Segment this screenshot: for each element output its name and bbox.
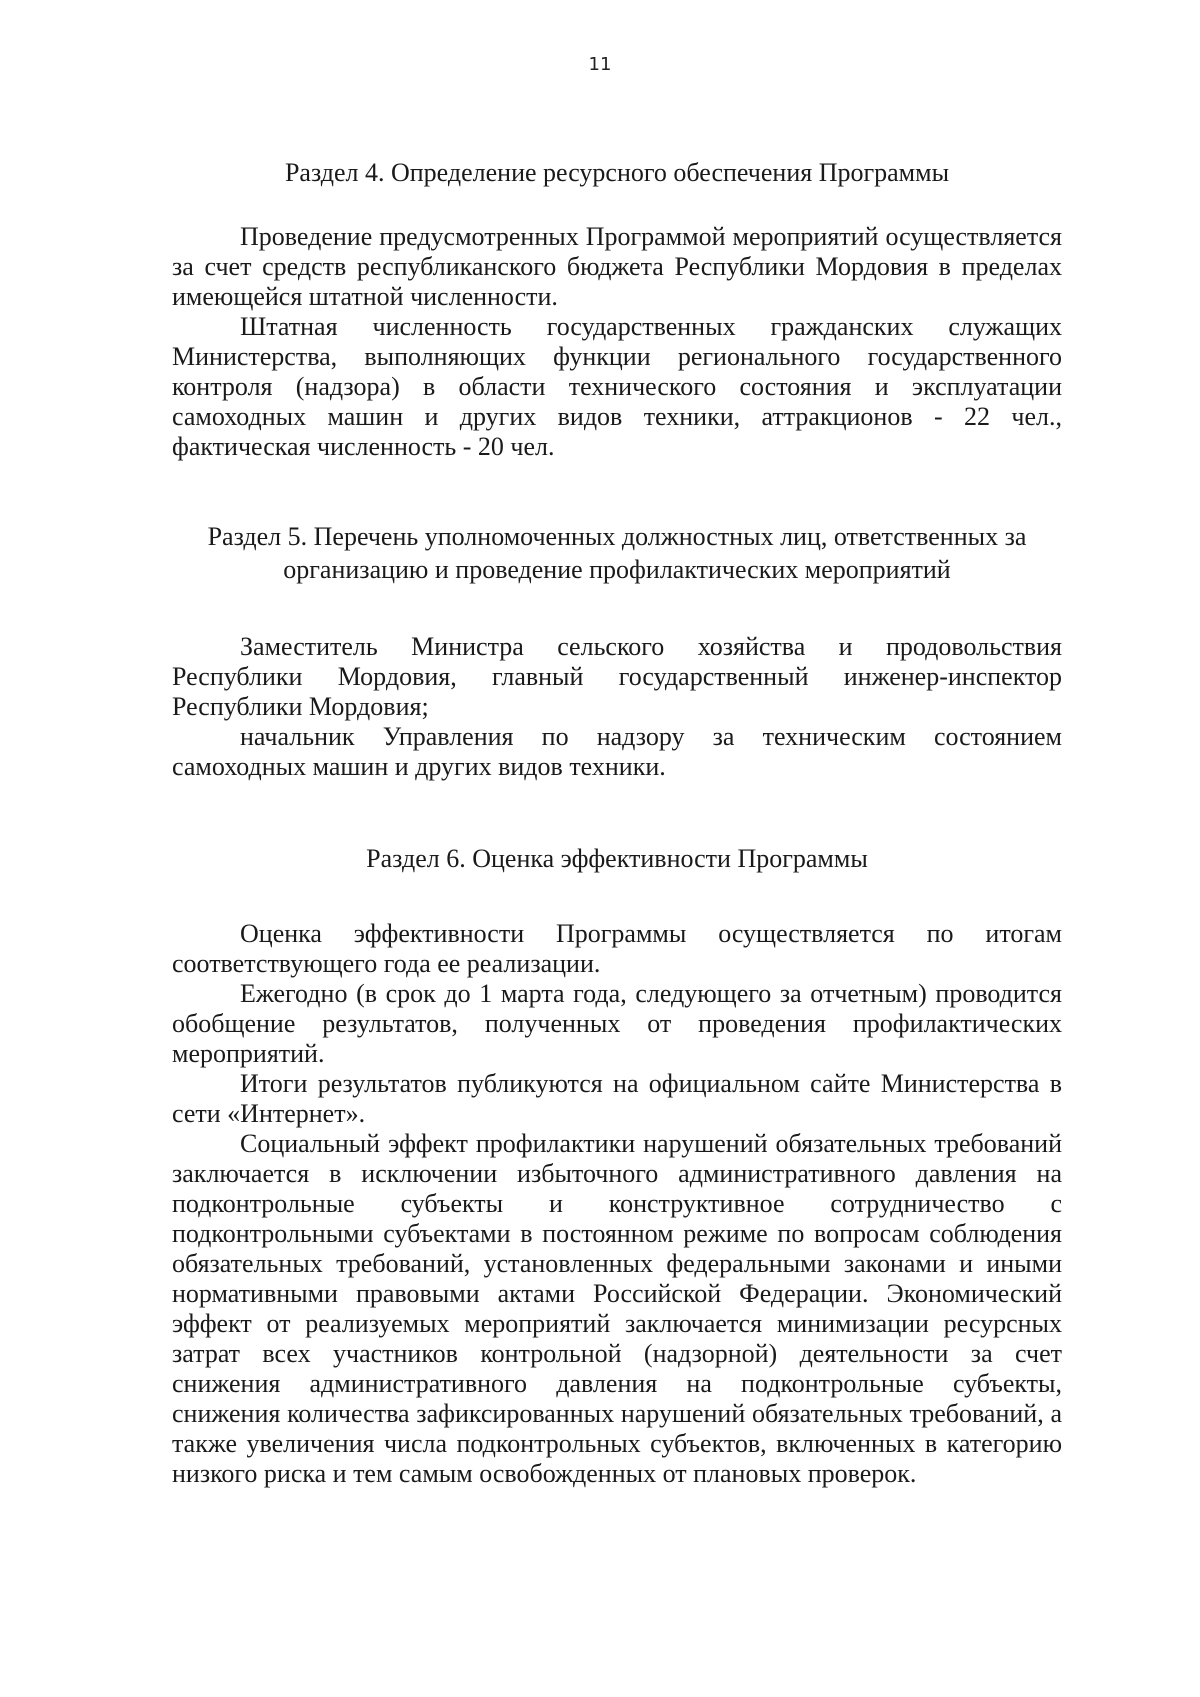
paragraph: начальник Управления по надзору за техническим состоянием самоходных машин и других видов техники. xyxy=(172,722,1062,781)
section-heading: Раздел 5. Перечень уполномоченных должностных лиц, ответственных за организацию и проведение профилактических мероприятий xyxy=(207,522,1027,584)
page-number: 11 xyxy=(588,54,612,75)
section-body xyxy=(172,222,1062,462)
section-5 xyxy=(172,520,1062,782)
paragraph: Ежегодно (в срок до 1 марта года, следующего за отчетным) проводится обобщение результатов, полученных от проведения профилактических мероприятий. xyxy=(172,979,1062,1068)
paragraph: Итоги результатов публикуются на официальном сайте Министерства в сети «Интернет». xyxy=(172,1069,1062,1128)
paragraph: Заместитель Министра сельского хозяйства и продовольствия Республики Мордовия, главный государственный инженер-инспектор Республики Мордовия; xyxy=(172,632,1062,721)
paragraph: Штатная численность государственных гражданских служащих Министерства, выполняющих функции регионального государственного контроля (надзора) в области технического состояния и эксплуатации самоходных машин и других видов техники, аттракционов - 22 чел., фактическая численность - 20 чел. xyxy=(172,312,1062,461)
section-heading: Раздел 4. Определение ресурсного обеспечения Программы xyxy=(284,158,950,187)
paragraph: Социальный эффект профилактики нарушений обязательных требований заключается в исключении избыточного административного давления на подконтрольные субъекты и конструктивное сотрудничество с подконтрольными субъектами в постоянном режиме по вопросам соблюдения обязательных требований, установленных федеральными законами и иными нормативными правовыми актами Российской Федерации. Экономический эффект от реализуемых мероприятий заключается минимизации ресурсных затрат всех участников контрольной (надзорной) деятельности за счет снижения административного давления на подконтрольные субъекты, снижения количества зафиксированных нарушений обязательных требований, а также увеличения числа подконтрольных субъектов, включенных в категорию низкого риска и тем самым освобожденных от плановых проверок. xyxy=(172,1129,1062,1488)
section-body xyxy=(172,919,1062,1489)
section-heading: Раздел 6. Оценка эффективности Программы xyxy=(366,844,868,873)
section-6 xyxy=(172,842,1062,1489)
paragraph: Проведение предусмотренных Программой мероприятий осуществляется за счет средств республиканского бюджета Республики Мордовия в пределах имеющейся штатной численности. xyxy=(172,222,1062,311)
section-4 xyxy=(172,156,1062,462)
paragraph: Оценка эффективности Программы осуществляется по итогам соответствующего года ее реализации. xyxy=(172,919,1062,978)
section-body xyxy=(172,632,1062,782)
